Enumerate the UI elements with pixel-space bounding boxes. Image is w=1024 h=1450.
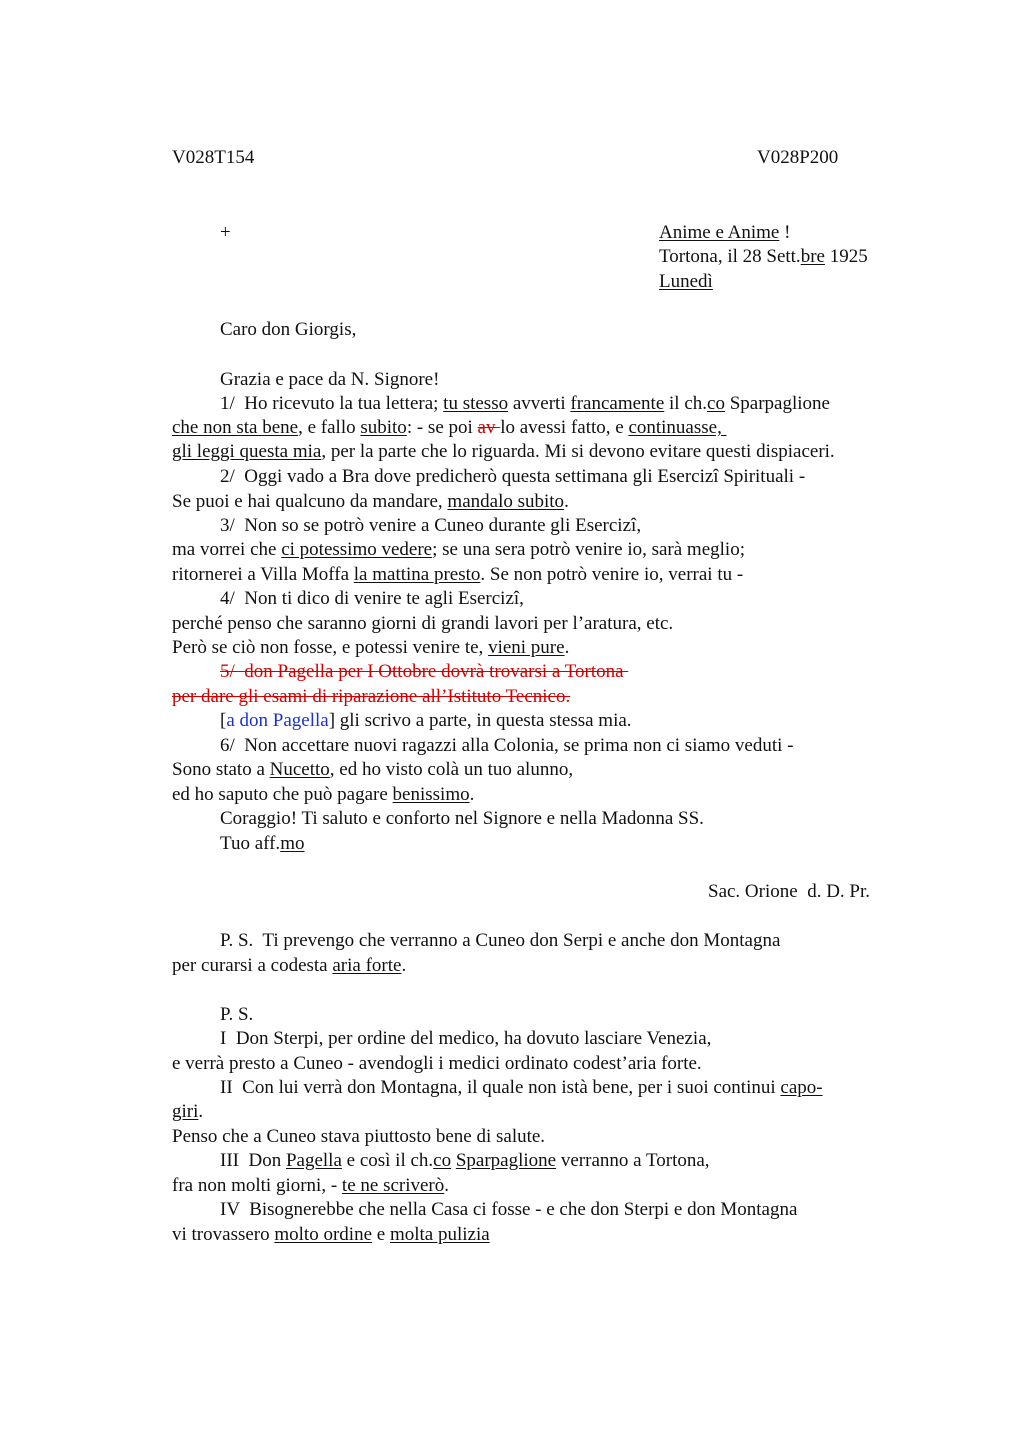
postscript-2-item-4-line-1: IV Bisognerebbe che nella Casa ci fosse - e che don Sterpi e don Montagna	[220, 1199, 798, 1220]
paragraph-3-line-2: ma vorrei che ci potessimo vedere; se una sera potrò venire io, sarà meglio;	[172, 539, 745, 560]
postscript-1-line-2: per curarsi a codesta aria forte.	[172, 955, 407, 976]
paragraph-3-line-1: 3/ Non so se potrò venire a Cuneo durante gli Esercizi,	[220, 515, 642, 536]
weekday-line: Lunedì	[659, 271, 713, 292]
paragraph-2-line-2: Se puoi e hai qualcuno da mandare, mandalo subito.	[172, 491, 569, 512]
paragraph-6-line-3: ed ho saputo che può pagare benissimo.	[172, 784, 475, 805]
signature: Sac. Orione d. D. Pr.	[708, 881, 871, 902]
paragraph-6-line-2: Sono stato a Nucetto, ed ho visto colà un tuo alunno,	[172, 759, 574, 780]
paragraph-6-line-1: 6/ Non accettare nuovi ragazzi alla Colonia, se prima non ci siamo veduti -	[220, 735, 794, 756]
paragraph-4-line-1: 4/ Non ti dico di venire te agli Esercizi,	[220, 588, 524, 609]
date-line: Tortona, il 28 Sett.bre 1925	[659, 246, 868, 267]
yours-line: Tuo aff.mo	[220, 833, 305, 854]
postscript-2-item-1-line-2: e verrà presto a Cuneo - avendogli i medici ordinato codest’aria forte.	[172, 1053, 702, 1074]
deleted-text: av	[477, 417, 501, 438]
editorial-insert-line: [a don Pagella] gli scrivo a parte, in questa stessa mia.	[220, 710, 632, 731]
postscript-2-item-3-line-1: III Don Pagella e così il ch.co Sparpaglione verranno a Tortona,	[220, 1150, 710, 1171]
paragraph-1-line-1: 1/ Ho ricevuto la tua lettera; tu stesso avverti francamente il ch.co Sparpaglione	[220, 393, 830, 414]
editorial-insert: a don Pagella	[226, 710, 329, 731]
postscript-2-item-2-line-1: II Con lui verrà don Montagna, il quale non istà bene, per i suoi continui capo-	[220, 1077, 823, 1098]
salutation: Caro don Giorgis,	[220, 319, 357, 340]
postscript-2-item-3-line-2: fra non molti giorni, - te ne scriverò.	[172, 1175, 450, 1196]
postscript-2-item-2-line-3: Penso che a Cuneo stava piuttosto bene di salute.	[172, 1126, 546, 1147]
paragraph-2-line-1: 2/ Oggi vado a Bra dove predicherò questa settimana gli Esercizi Spirituali -	[220, 466, 806, 487]
postscript-2-item-4-line-2: vi trovassero molto ordine e molta pulizia	[172, 1224, 490, 1245]
motto-text: Anime e Anime	[659, 222, 780, 243]
paragraph-5-line-2	[172, 685, 570, 709]
paragraph-4-line-3: Però se ciò non fosse, e potessi venire te, vieni pure.	[172, 637, 570, 658]
postscript-2-item-1-line-1: I Don Sterpi, per ordine del medico, ha dovuto lasciare Venezia,	[220, 1028, 712, 1049]
closing-line: Coraggio! Ti saluto e conforto nel Signore e nella Madonna SS.	[220, 808, 704, 829]
cross-mark: +	[220, 222, 231, 243]
document-code-left: V028T154	[172, 147, 255, 168]
paragraph-5-line-1	[220, 660, 628, 684]
greeting: Grazia e pace da N. Signore!	[220, 369, 440, 390]
paragraph-3-line-3: ritornerei a Villa Moffa la mattina presto. Se non potrò venire io, verrai tu -	[172, 564, 744, 585]
paragraph-1-line-3: gli leggi questa mia, per la parte che lo riguarda. Mi si devono evitare questi dispiaceri.	[172, 441, 835, 462]
postscript-2-title: P. S.	[220, 1004, 254, 1025]
paragraph-4-line-2: perché penso che saranno giorni di grandi lavori per l’aratura, etc.	[172, 613, 674, 634]
paragraph-1-line-2: che non sta bene, e fallo subito: - se poi av lo avessi fatto, e continuasse,	[172, 417, 727, 438]
deleted-text: per dare gli esami di riparazione all’Istituto Tecnico.	[172, 686, 571, 707]
deleted-text: 5/ don Pagella per I Ottobre dovrà trovarsi a Tortona	[220, 661, 629, 682]
postscript-2-item-2-line-2: giri.	[172, 1101, 204, 1122]
postscript-1-line-1: P. S. Ti prevengo che verranno a Cuneo don Serpi e anche don Montagna	[220, 930, 781, 951]
document-code-right: V028P200	[757, 147, 839, 168]
motto-line: Anime e Anime !	[659, 222, 791, 243]
